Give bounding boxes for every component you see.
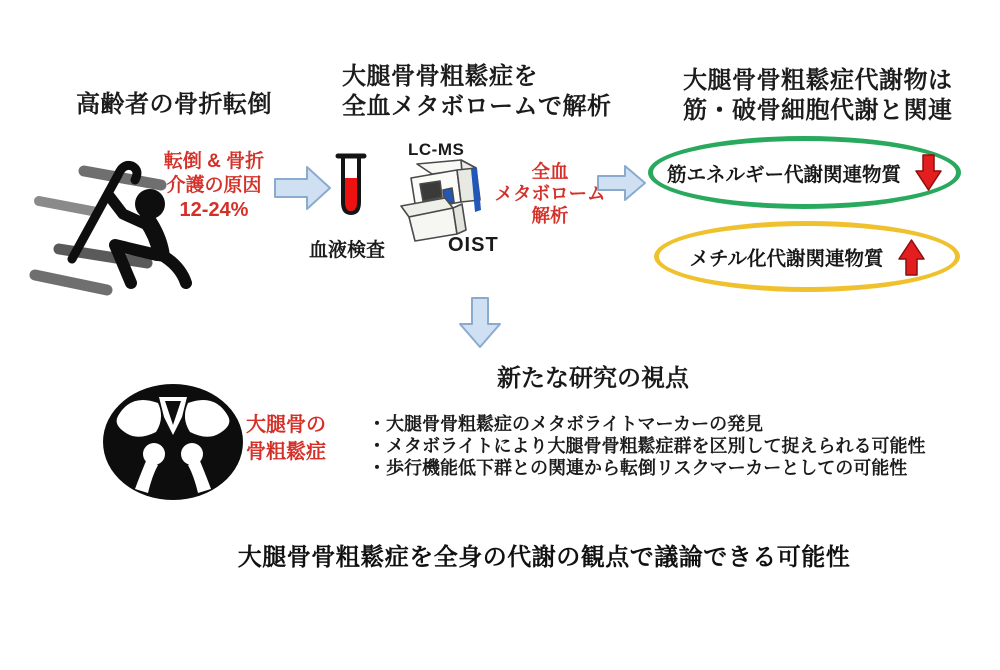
research-point-2: ・メタボライトにより大腿骨骨粗鬆症群を区別して捉えられる可能性	[368, 436, 926, 456]
muscle-energy-label: 筋エネルギー代謝関連物質	[666, 163, 901, 186]
trend-down-arrow-icon	[915, 154, 942, 192]
title-metabolites-line2: 筋・破骨細胞代謝と関連	[683, 97, 953, 124]
fall-cause-line2: 介護の原因	[166, 175, 262, 196]
conclusion-statement: 大腿骨骨粗鬆症を全身の代謝の観点で議論できる可能性	[237, 544, 851, 571]
research-point-3: ・歩行機能低下群との関連から転倒リスクマーカーとしての可能性	[368, 458, 908, 478]
whole-blood-analysis-text	[490, 161, 610, 227]
title-metabolome-line2: 全血メタボロームで解析	[342, 93, 612, 120]
flow-arrow-right-2-icon	[597, 163, 647, 208]
femur-osteoporosis-label	[246, 412, 326, 466]
title-metabolome-analysis	[342, 62, 612, 122]
analysis-line2: メタボローム	[494, 183, 606, 204]
methylation-ellipse	[654, 221, 960, 292]
analysis-line1: 全血	[531, 161, 569, 182]
title-elderly-fracture-falls: 高齢者の骨折転倒	[76, 91, 272, 118]
title-metabolome-line1: 大腿骨骨粗鬆症を	[342, 63, 538, 90]
title-metabolites-line1: 大腿骨骨粗鬆症代謝物は	[683, 67, 953, 94]
research-point-1: ・大腿骨骨粗鬆症のメタボライトマーカーの発見	[368, 414, 764, 434]
flow-arrow-down-icon	[458, 297, 502, 354]
muscle-energy-ellipse	[648, 136, 961, 209]
lcms-label: LC-MS	[408, 140, 465, 159]
pelvis-osteoporosis-icon	[101, 381, 245, 508]
trend-up-arrow-icon	[898, 238, 925, 276]
flow-arrow-right-1-icon	[274, 163, 332, 218]
blood-test-label: 血液検査	[309, 240, 386, 261]
methylation-label: メチル化代謝関連物質	[689, 247, 884, 270]
title-metabolites-relation	[683, 66, 953, 126]
analysis-line3: 解析	[531, 205, 569, 226]
new-research-view-title: 新たな研究の視点	[497, 365, 689, 392]
femur-label-line1: 大腿骨の	[246, 414, 326, 436]
fall-cause-percentage: 12-24%	[179, 199, 249, 221]
fall-cause-line1: 転倒 & 骨折	[163, 151, 265, 172]
fall-cause-text	[150, 150, 278, 222]
oist-label: OIST	[448, 234, 499, 256]
femur-label-line2: 骨粗鬆症	[246, 441, 326, 463]
blood-tube-icon	[335, 151, 367, 226]
research-points-list	[368, 413, 925, 479]
